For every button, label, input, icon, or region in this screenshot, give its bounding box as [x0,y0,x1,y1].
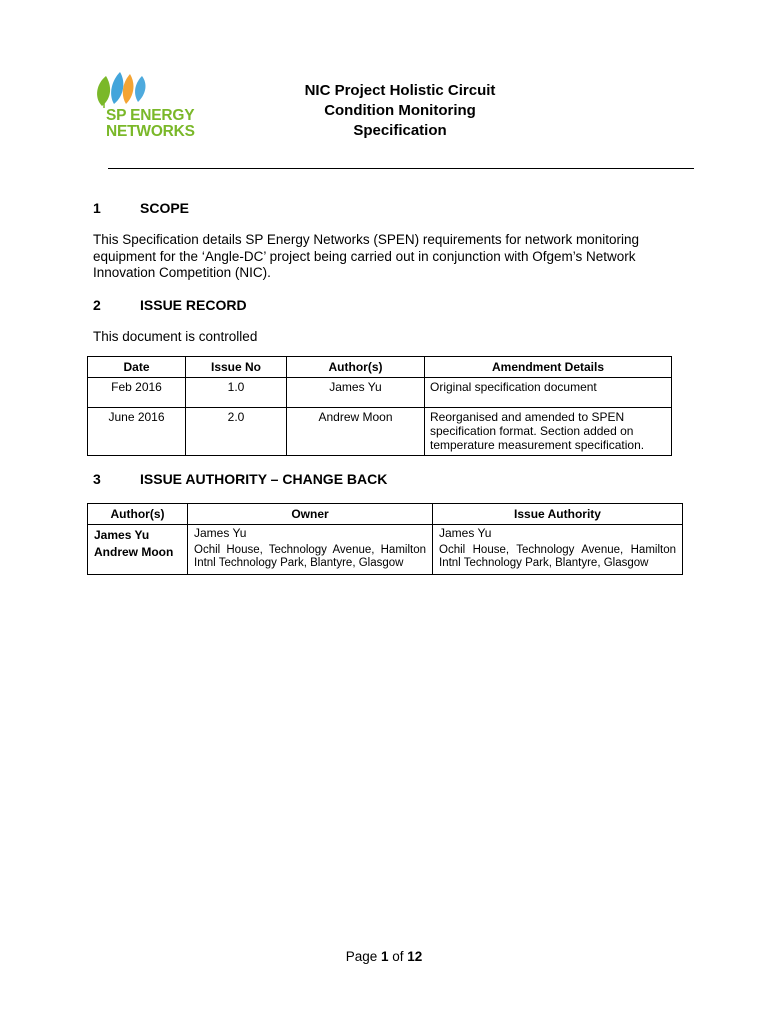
cell-author: James Yu [287,378,425,408]
section-number: 2 [93,297,101,313]
authority-address: Ochil House, Technology Avenue, Hamilton Intnl Technology Park, Blantyre, Glasgow [439,543,676,569]
page-current: 1 [380,949,389,964]
table-row [88,378,672,408]
section-heading-issue-authority [93,471,387,487]
issue-record-table [87,356,672,456]
header-date: Date [88,357,186,378]
page-total: 12 [407,949,423,964]
section-heading-issue-record [93,297,247,313]
table-row [88,525,683,575]
cell-issue-no: 1.0 [186,378,287,408]
cell-date: Feb 2016 [88,378,186,408]
cell-authors [88,525,188,575]
issue-record-note: This document is controlled [93,329,258,344]
authority-name: James Yu [439,526,492,540]
title-line-1: NIC Project Holistic Circuit [304,82,496,99]
logo-leaves-icon [92,70,222,110]
author-name: Andrew Moon [94,545,174,559]
scope-paragraph: This Specification details SP Energy Networks (SPEN) requirements for network monitoring equipment for the ‘Angle-DC’ project being carried out in conjunction with Ofgem’s Network Innovation Competition (NIC). [93,232,639,280]
page-of: of [388,949,408,964]
header-authors: Author(s) [88,504,188,525]
header-divider [108,168,694,169]
logo-text-line2: NETWORKS [106,123,195,140]
title-line-3: Specification [353,122,447,139]
company-logo [92,70,222,142]
section-heading-scope [93,200,189,216]
cell-owner [188,525,433,575]
section-title: ISSUE RECORD [140,297,247,313]
owner-address: Ochil House, Technology Avenue, Hamilton Intnl Technology Park, Blantyre, Glasgow [194,543,426,569]
cell-author: Andrew Moon [287,408,425,456]
cell-issue-authority [433,525,683,575]
cell-issue-no: 2.0 [186,408,287,456]
title-line-2: Condition Monitoring [324,102,476,119]
section-number: 3 [93,471,101,487]
cell-details: Original specification document [425,378,672,408]
section-title: ISSUE AUTHORITY – CHANGE BACK [140,471,388,487]
page-number-footer [0,949,768,964]
cell-date: June 2016 [88,408,186,456]
table-header-row [88,357,672,378]
page-prefix: Page [345,949,381,964]
issue-authority-table [87,503,683,575]
header-owner: Owner [188,504,433,525]
header-issue-authority: Issue Authority [433,504,683,525]
owner-name: James Yu [194,526,247,540]
header-authors: Author(s) [287,357,425,378]
header-amendment-details: Amendment Details [425,357,672,378]
cell-details: Reorganised and amended to SPEN specification format. Section added on temperature measurement specification. [425,408,672,456]
table-row [88,408,672,456]
section-number: 1 [93,200,101,216]
section-title: SCOPE [140,200,190,216]
header-issue-no: Issue No [186,357,287,378]
table-header-row [88,504,683,525]
document-title [250,81,550,141]
author-name: James Yu [94,528,150,542]
logo-text-line1: SP ENERGY [106,107,195,124]
